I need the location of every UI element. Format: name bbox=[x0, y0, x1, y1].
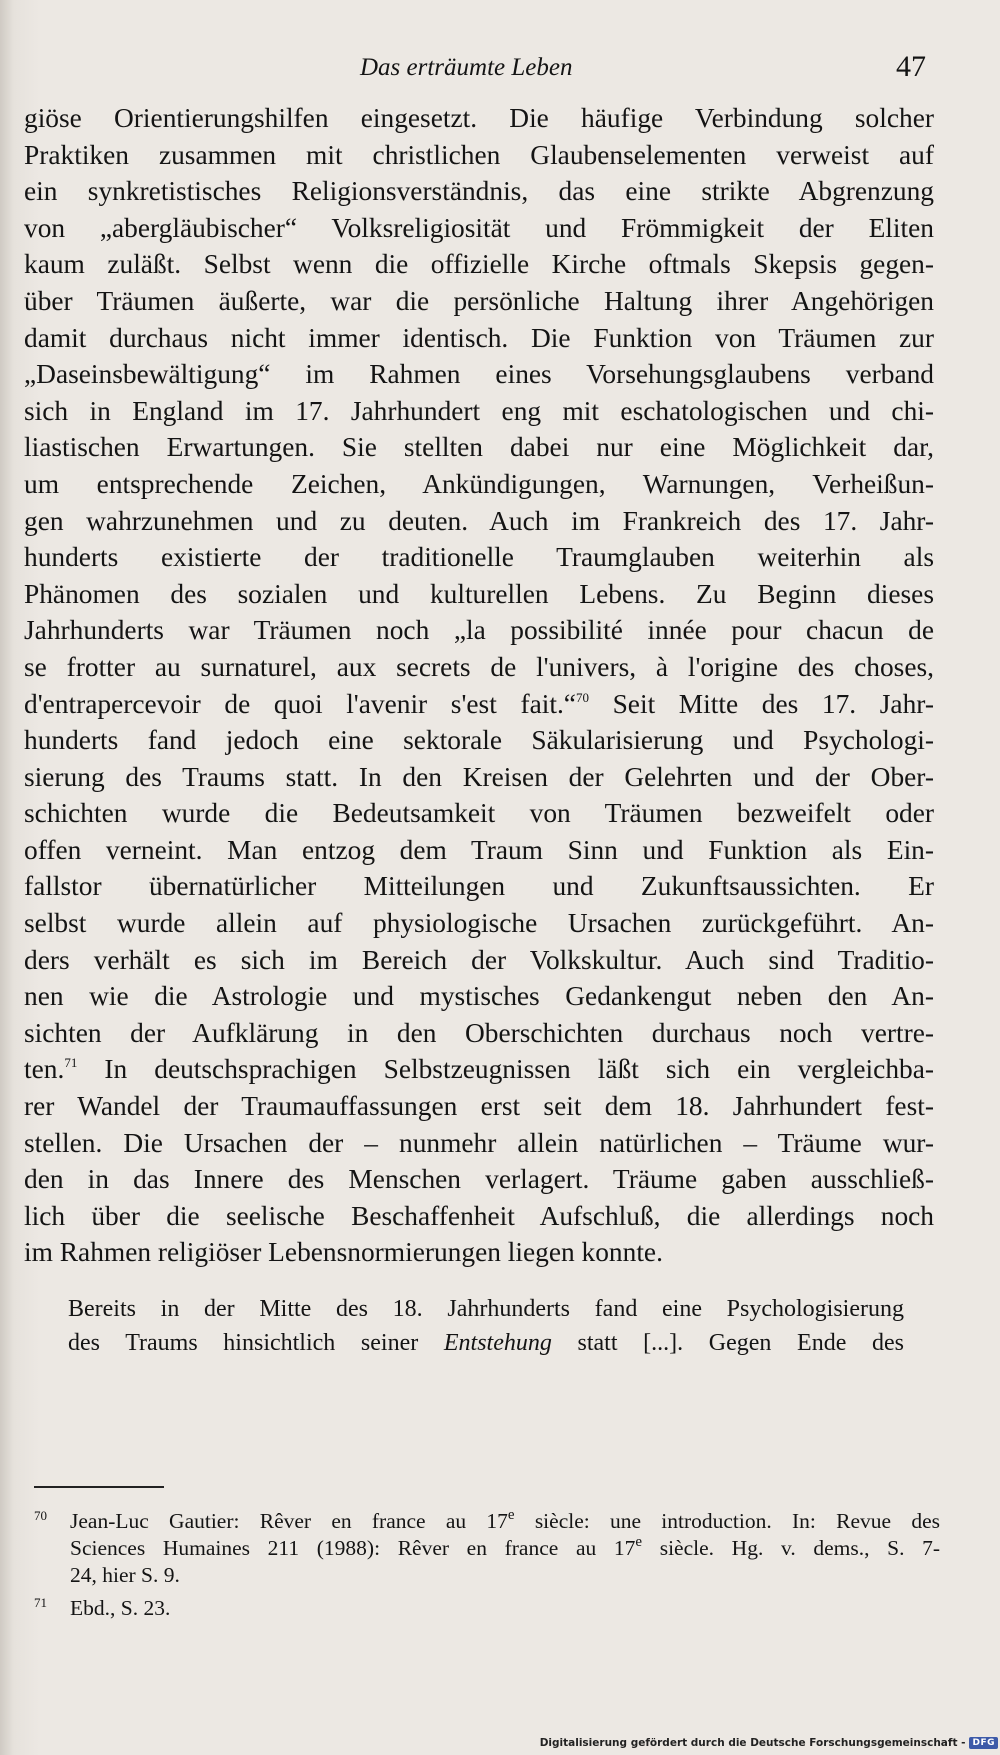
text-line: schichten wurde die Bedeutsamkeit von Träumen bezweifelt oder bbox=[24, 798, 934, 829]
text-line-with-note-70 bbox=[24, 686, 934, 723]
text-line: von „abergläubischer“ Volksreligiosität und Frömmigkeit der Eliten bbox=[24, 212, 934, 243]
digitization-credit bbox=[540, 1734, 998, 1752]
text-line: sierung des Traums statt. In den Kreisen der Gelehrten und der Ober- bbox=[24, 761, 934, 792]
text-line: liastischen Erwartungen. Sie stellten dabei nur eine Möglichkeit dar, bbox=[24, 432, 934, 463]
text-line: nen wie die Astrologie und mystisches Gedankengut neben den An- bbox=[24, 981, 934, 1012]
footnote-line: Ebd., S. 23. bbox=[70, 1596, 171, 1620]
text-segment: siècle: une introduction. In: Revue des bbox=[514, 1509, 940, 1533]
text-line: Jahrhunderts war Träumen noch „la possibilité innée pour chacun de bbox=[24, 615, 934, 646]
text-line: Phänomen des sozialen und kulturellen Lebens. Zu Beginn dieses bbox=[24, 578, 934, 609]
footnote-71 bbox=[34, 1595, 940, 1622]
text-segment: Seit Mitte des 17. Jahr- bbox=[612, 688, 934, 719]
footnote-line bbox=[70, 1535, 940, 1562]
quote-line bbox=[68, 1326, 904, 1360]
text-line: giöse Orientierungshilfen eingesetzt. Die häufige Verbindung solcher bbox=[24, 103, 934, 133]
text-line: Praktiken zusammen mit christlichen Glaubenselementen verweist auf bbox=[24, 139, 934, 170]
text-line: kaum zuläßt. Selbst wenn die offizielle Kirche oftmals Skepsis gegen- bbox=[24, 249, 934, 280]
text-segment: siècle. Hg. v. dems., S. 7- bbox=[642, 1536, 941, 1560]
text-line: sich in England im 17. Jahrhundert eng mit eschatologischen und chi- bbox=[24, 395, 934, 426]
text-line: hunderts existierte der traditionelle Traumglauben weiterhin als bbox=[24, 542, 934, 573]
text-line: den in das Innere des Menschen verlagert. Träume gaben ausschließ- bbox=[24, 1164, 934, 1195]
text-segment: Jean-Luc Gautier: Rêver en france au 17 bbox=[70, 1509, 508, 1533]
text-line: se frotter au surnaturel, aux secrets de l'univers, à l'origine des choses, bbox=[24, 651, 934, 682]
footnote-ref-70[interactable]: 70 bbox=[575, 689, 589, 705]
text-line-with-note-71 bbox=[24, 1051, 934, 1088]
text-line: über Träumen äußerte, war die persönliche Haltung ihrer Angehörigen bbox=[24, 285, 934, 316]
text-segment: Sciences Humaines 211 (1988): Rêver en france au 17 bbox=[70, 1536, 636, 1560]
text-line: gen wahrzunehmen und zu deuten. Auch im Frankreich des 17. Jahr- bbox=[24, 505, 934, 536]
footnote-line bbox=[70, 1508, 940, 1535]
quote-line: Bereits in der Mitte des 18. Jahrhunderts fand eine Psychologisierung bbox=[68, 1296, 904, 1322]
footnote-separator bbox=[34, 1486, 164, 1488]
text-line: lich über die seelische Beschaffenheit Aufschluß, die allerdings noch bbox=[24, 1200, 934, 1231]
credit-text: Digitalisierung gefördert durch die Deutsche Forschungsgemeinschaft - bbox=[539, 1737, 966, 1749]
text-line: rer Wandel der Traumauffassungen erst seit dem 18. Jahrhundert fest- bbox=[24, 1091, 934, 1122]
block-quote bbox=[68, 1292, 904, 1360]
text-segment: d'entrapercevoir de quoi l'avenir s'est fait.“ bbox=[24, 688, 576, 719]
text-line: offen verneint. Man entzog dem Traum Sinn und Funktion als Ein- bbox=[24, 834, 934, 865]
running-title: Das erträumte Leben bbox=[360, 54, 573, 81]
text-line: stellen. Die Ursachen der – nunmehr allein natürlichen – Träume wur- bbox=[24, 1127, 934, 1158]
footnote-ref-71[interactable]: 71 bbox=[64, 1055, 78, 1071]
text-line: um entsprechende Zeichen, Ankündigungen, Warnungen, Verheißun- bbox=[24, 468, 934, 499]
dfg-logo-icon: DFG bbox=[969, 1737, 998, 1749]
footnote-70 bbox=[34, 1508, 940, 1589]
footnote-line: 24, hier S. 9. bbox=[70, 1563, 180, 1587]
footnote-mark: 71 bbox=[34, 1595, 47, 1610]
text-line: selbst wurde allein auf physiologische Ursachen zurückgeführt. An- bbox=[24, 908, 934, 939]
text-line: fallstor übernatürlicher Mitteilungen und Zukunftsaussichten. Er bbox=[24, 871, 934, 902]
superscript: e bbox=[507, 1507, 515, 1523]
italic-term: Entstehung bbox=[443, 1330, 552, 1356]
text-segment: In deutschsprachigen Selbstzeugnissen läßt sich ein vergleichba- bbox=[104, 1054, 934, 1085]
superscript: e bbox=[635, 1534, 643, 1550]
text-line: ein synkretistisches Religionsverständnis, das eine strikte Abgrenzung bbox=[24, 176, 934, 207]
text-line: hunderts fand jedoch eine sektorale Säkularisierung und Psychologi- bbox=[24, 725, 934, 756]
running-head bbox=[0, 50, 1000, 90]
text-line: damit durchaus nicht immer identisch. Die Funktion von Träumen zur bbox=[24, 322, 934, 353]
text-line: ders verhält es sich im Bereich der Volkskultur. Auch sind Traditio- bbox=[24, 944, 934, 975]
footnotes bbox=[34, 1508, 940, 1628]
text-segment: statt [...]. Gegen Ende des bbox=[551, 1330, 904, 1356]
footnote-mark: 70 bbox=[34, 1508, 47, 1523]
page-number: 47 bbox=[896, 50, 926, 83]
text-segment: ten. bbox=[24, 1054, 65, 1085]
text-segment: des Traums hinsichtlich seiner bbox=[68, 1330, 444, 1356]
text-line: sichten der Aufklärung in den Oberschichten durchaus noch vertre- bbox=[24, 1017, 934, 1048]
body-paragraph bbox=[24, 100, 934, 1271]
text-line: „Daseinsbewältigung“ im Rahmen eines Vorsehungsglaubens verband bbox=[24, 359, 934, 390]
text-line: im Rahmen religiöser Lebensnormierungen liegen konnte. bbox=[24, 1237, 663, 1268]
